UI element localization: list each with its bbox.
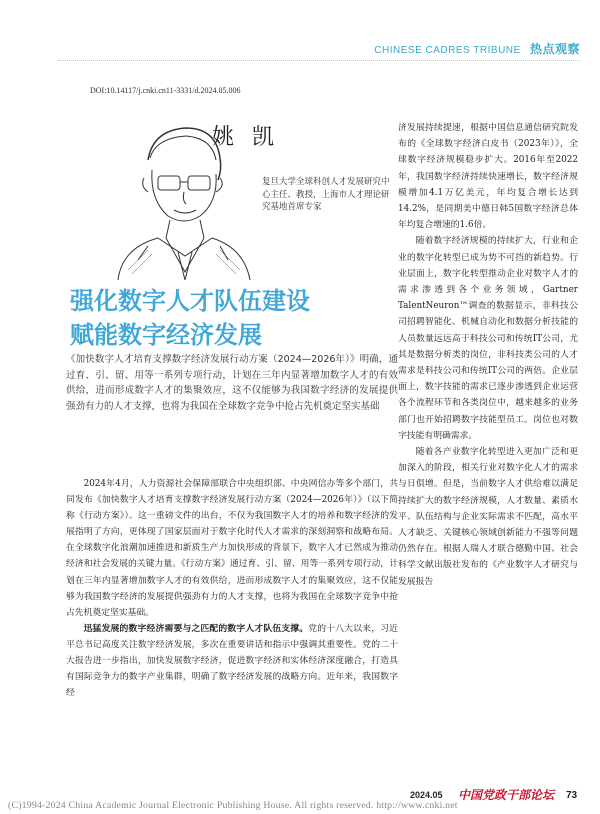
- article-title: [70, 284, 400, 352]
- journal-logo: 中国党政干部论坛: [458, 788, 555, 802]
- body-text: 党的十八大以来，习近平总书记高度关注数字经济发展，多次在重要讲话和指示中强调其重要性。党的二十大报告进一步指出，加快发展数字经济，促进数字经济和实体经济深度融合，打造具有国际竞争力的数字产业集群，明确了数字经济发展的战略方向。近年来，我国数字经: [66, 623, 398, 699]
- doi: DOI:10.14117/j.cnki.cn11-3331/d.2024.05.006: [90, 86, 241, 95]
- body-paragraph: 2024年4月，人力资源社会保障部联合中央组织部、中央网信办等多个部门，共同发布《加快数字人才培育支撑数字经济发展行动方案（2024—2026年）》（以下简称《行动方案》）。这一重磅文件的出台，不仅为我国数字人才的培养和数字经济的发展指明了方向，更体现了国家层面对于数字化时代人才需求的深刻洞察和战略布局。在全球数字化浪潮加速推进和新质生产力加快形成的背景下，数字人才已然成为推动经济和社会发展的关键力量。《行动方案》通过育、引、留、用等一系列专项行动，计划在三年内显著增加数字人才的有效供给，进而形成数字人才的集聚效应，这不仅能够为我国数字经济的发展提供强劲有力的人才支撑，也将为我国在全球数字竞争中抢占先机奠定坚实基础。: [66, 479, 398, 618]
- body-paragraph: 随着数字经济规模的持续扩大，行业和企业的数字化转型已成为势不可挡的新趋势。行业层面上，数字化转型推动企业对数字人才的需求渗透到各个业务领域，Gartner TalentNeuron™调查的数据显示，非科技公司招聘智能化、机械自动化和数据分析技能的人员数量远远高于科技公司和传统IT公司，尤其是数据分析类的岗位，非科技类公司的人才需求是科技公司和传统IT公司的两倍。企业层面上，数字技能的需求已逐步渗透到企业运营各个流程环节和各类岗位中，越来越多的业务部门也开始招聘数字技能型员工。岗位也对数字技能有明确需求。: [398, 236, 578, 441]
- article-title-line1: 强化数字人才队伍建设: [70, 287, 310, 315]
- body-column-right: [398, 120, 578, 590]
- body-paragraph: [66, 621, 398, 701]
- issue-date: 2024.05: [410, 790, 443, 800]
- running-header-en: CHINESE CADRES TRIBUNE: [374, 45, 521, 56]
- abstract: 《加快数字人才培育支撑数字经济发展行动方案（2024—2026年）》明确，通过育、引、留、用等一系列专项行动，计划在三年内显著增加数字人才的有效供给，进而形成数字人才的集聚效应，这不仅能够为我国数字经济的发展提供强劲有力的人才支撑，也将为我国在全球数字竞争中抢占先机奠定坚实基础: [66, 354, 398, 412]
- author-bio: 复旦大学全球科创人才发展研究中心主任、教授，上海市人才理论研究基地首席专家: [262, 177, 390, 212]
- page-number: 73: [566, 790, 578, 801]
- article-title-line2: 赋能数字经济发展: [70, 321, 262, 349]
- running-header-cn: 热点观察: [529, 42, 580, 56]
- author-name: 姚凯: [212, 125, 293, 150]
- header-divider: [58, 60, 580, 61]
- copyright-notice: (C)1994-2024 China Academic Journal Electronic Publishing House. All rights reserved. http://www.cnki.net: [8, 800, 458, 811]
- section-subhead: 迅猛发展的数字经济需要与之匹配的数字人才队伍支撑。: [83, 623, 309, 634]
- body-paragraph: 济发展持续提速，根据中国信息通信研究院发布的《全球数字经济白皮书（2023年）》，全球数字经济规模稳步扩大。2016年至2022年，我国数字经济持续快速增长，数字经济规模增加4.1万亿美元，年均复合增长达到14.2%，是同期美中德日韩5国数字经济总体年均复合增速的1.6倍。: [398, 123, 578, 231]
- body-paragraph: 随着各产业数字化转型进入更加广泛和更加深入的阶段，相关行业对数字化人才的需求与日俱增。但是，当前数字人才供给难以满足持续扩大的数字经济规模，人才数量、素质水平、队伍结构与企业实际需求不匹配，高水平人才缺乏、关键核心领域创新能力不强等问题仍然存在。根据人瑞人才联合德勤中国、社会科学文献出版社发布的《产业数字人才研究与发展报告: [398, 447, 578, 587]
- running-header: [320, 40, 580, 57]
- body-column-left: [66, 476, 398, 701]
